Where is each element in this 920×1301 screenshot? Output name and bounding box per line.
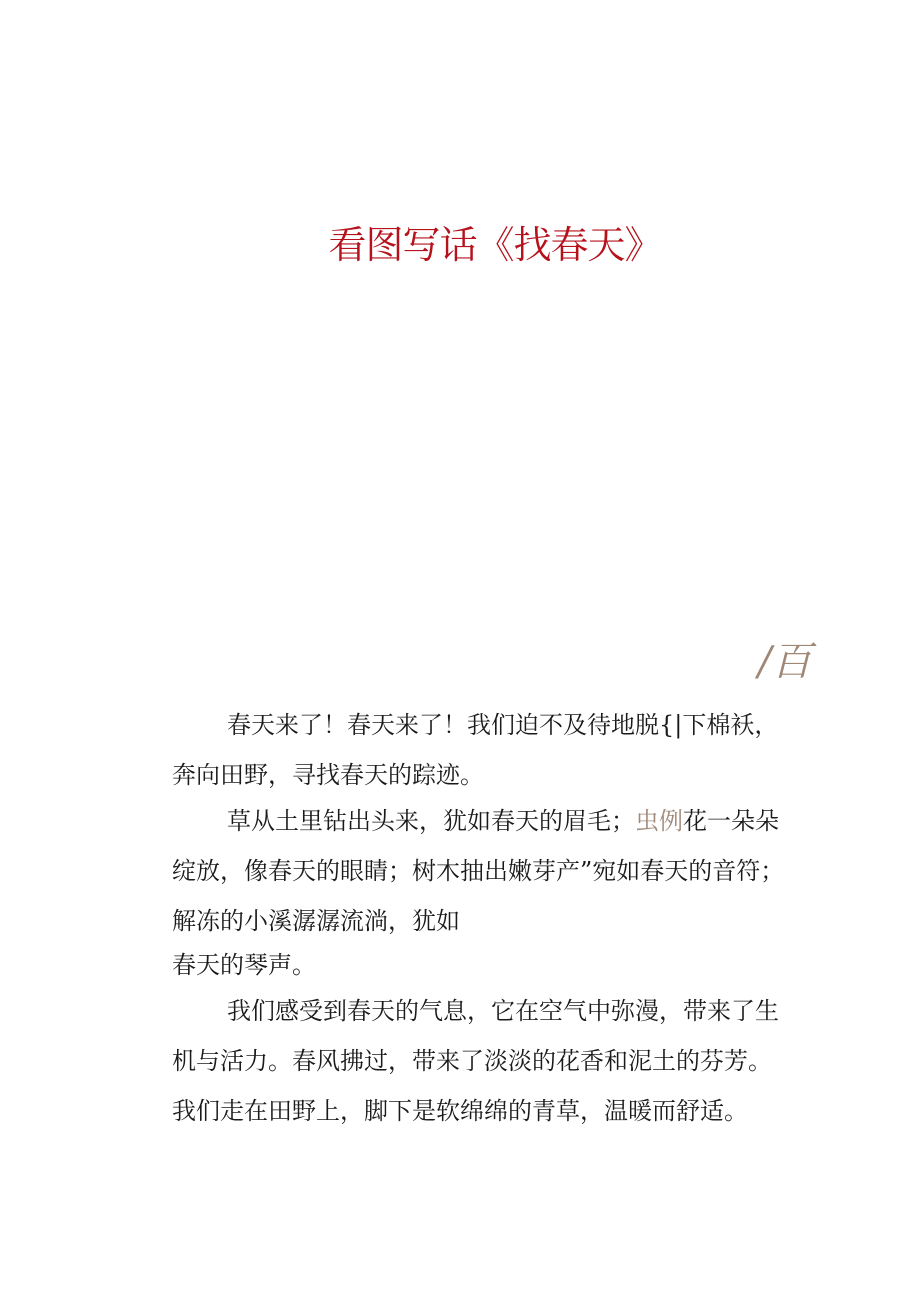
paragraph-4-line-2: 机与活力。春风拂过，带来了淡淡的花香和泥土的芬芳。 xyxy=(172,1047,772,1075)
paragraph-4-line-1: 我们感受到春天的气息，它在空气中弥漫，带来了生 xyxy=(227,997,779,1025)
paragraph-2-line-3: 解冻的小溪潺潺流淌，犹如 xyxy=(172,907,460,935)
paragraph-2-line-1-b: 花一朵朵 xyxy=(683,807,779,835)
paragraph-2-line-1-a: 草从土里钻出头来，犹如春天的眉毛； xyxy=(227,807,635,835)
paragraph-1-line-1: 春天来了！春天来了！我们迫不及待地脱{|下棉袄， xyxy=(227,711,779,739)
paragraph-1 xyxy=(172,700,862,800)
paragraph-2-line-1 xyxy=(172,796,862,846)
paragraph-3 xyxy=(172,940,862,990)
paragraph-4 xyxy=(172,986,862,1136)
paragraph-2-highlight: 虫例 xyxy=(635,807,683,835)
paragraph-1-line-2: 奔向田野，寻找春天的踪迹。 xyxy=(172,761,484,789)
paragraph-4-line-3: 我们走在田野上，脚下是软绵绵的青草，温暖而舒适。 xyxy=(172,1097,748,1125)
paragraph-2-line-2: 绽放，像春天的眼睛；树木抽出嫩芽产”宛如春天的音符； xyxy=(172,857,785,885)
paragraph-3-line-1: 春天的琴声。 xyxy=(172,951,316,979)
page-title: 看图写话《找春天》 xyxy=(328,223,662,267)
paragraph-2 xyxy=(172,796,862,946)
corner-mark: /百 xyxy=(758,639,812,685)
